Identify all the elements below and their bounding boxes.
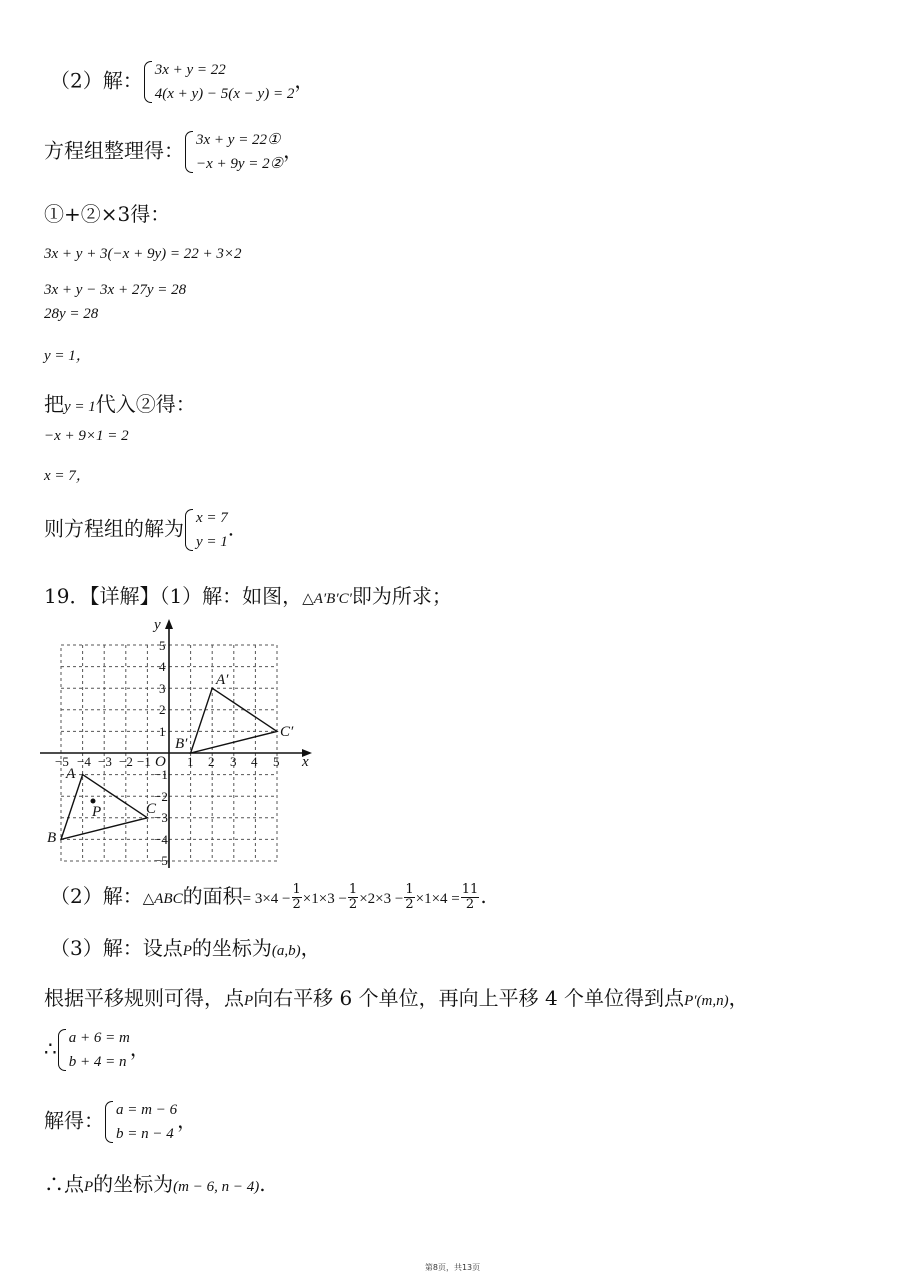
equation-system: 3x + y = 22① −x + 9y = 2② bbox=[184, 128, 283, 176]
equation-system: a = m − 6 b = n − 4 bbox=[104, 1098, 177, 1146]
calc-line-3: 28y = 28 bbox=[44, 306, 99, 322]
fraction: $\frac{1}{2}$ bbox=[348, 882, 358, 912]
x-tick-label: −5 bbox=[55, 754, 69, 769]
calc-line-2: 3x + y − 3x + 27y = 28 bbox=[44, 282, 187, 298]
calc2-line-2: x = 7， bbox=[44, 468, 91, 484]
equation-system: a + 6 = m b + 4 = n bbox=[57, 1026, 130, 1074]
therefore-line: ∴ a + 6 = m b + 4 = n ， bbox=[44, 1026, 150, 1074]
fraction: $\frac{1}{2}$ bbox=[405, 882, 414, 912]
part3-line: （3）解：设点P的坐标为(a,b)， bbox=[50, 936, 321, 960]
y-axis-label: y bbox=[154, 617, 161, 633]
solution-line: 则方程组的解为 x = 7 y = 1 . bbox=[44, 506, 234, 554]
area-line: （2）解：△ABC的面积= 3×4 − $\frac{1}{2}$ ×1×3 − $\frac{1}{2}$ ×2×3 − $\frac{1}{2}$ ×1×4 = $\frac{11}{2}$ . bbox=[50, 882, 487, 912]
x-tick-label: −3 bbox=[98, 754, 112, 769]
solved-line: 解得： a = m − 6 b = n − 4 ， bbox=[44, 1098, 197, 1146]
page-footer: 第8页，共13页 bbox=[424, 1263, 481, 1272]
calc-line-4: y = 1， bbox=[44, 348, 91, 364]
y-tick-label: 4 bbox=[159, 659, 166, 674]
y-tick-label: 1 bbox=[159, 724, 166, 739]
x-tick-label: 2 bbox=[208, 754, 215, 769]
substitute-line: 把y = 1代入②得： bbox=[44, 392, 196, 416]
coordinate-graph bbox=[30, 612, 330, 868]
y-tick-label: −4 bbox=[154, 832, 168, 847]
label-c: C bbox=[146, 801, 157, 817]
arrange-line: 方程组整理得： 3x + y = 22① −x + 9y = 2② ， bbox=[44, 128, 303, 176]
equation-system: 3x + y = 22 4(x + y) − 5(x − y) = 2 bbox=[143, 58, 295, 106]
x-axis-label: x bbox=[302, 754, 309, 770]
step-label: ①+②×3得： bbox=[44, 202, 171, 226]
y-axis-arrow bbox=[165, 619, 173, 629]
x-tick-label: −1 bbox=[137, 754, 151, 769]
x-tick-label: 1 bbox=[187, 754, 194, 769]
y-tick-label: −2 bbox=[154, 789, 168, 804]
point-p bbox=[91, 799, 96, 804]
translate-line: 根据平移规则可得，点P向右平移 6 个单位，再向上平移 4 个单位得到点P′(m,n)， bbox=[44, 986, 749, 1010]
x-tick-label: −4 bbox=[77, 754, 91, 769]
label-c-prime: C′ bbox=[280, 724, 294, 740]
label-b-prime: B′ bbox=[175, 736, 188, 752]
x-tick-label: 5 bbox=[273, 754, 280, 769]
y-tick-label: 5 bbox=[159, 638, 166, 653]
label-b: B bbox=[47, 830, 57, 846]
x-tick-label: 4 bbox=[251, 754, 258, 769]
y-tick-label: 2 bbox=[159, 702, 166, 717]
calc-line-1: 3x + y + 3(−x + 9y) = 22 + 3×2 bbox=[44, 246, 242, 262]
label-a: A bbox=[66, 766, 76, 782]
y-tick-label: −5 bbox=[154, 853, 168, 868]
x-tick-label: −2 bbox=[119, 754, 133, 769]
final-line: ∴点P的坐标为(m − 6, n − 4). bbox=[44, 1172, 266, 1196]
fraction: $\frac{1}{2}$ bbox=[292, 882, 301, 912]
y-tick-label: −1 bbox=[154, 767, 168, 782]
equation-system: x = 7 y = 1 bbox=[184, 506, 228, 554]
fraction: $\frac{11}{2}$ bbox=[461, 882, 479, 912]
label-a-prime: A′ bbox=[216, 672, 229, 688]
origin-label: O bbox=[155, 754, 166, 770]
label-p: P bbox=[92, 804, 102, 820]
calc2-line-1: −x + 9×1 = 2 bbox=[44, 428, 129, 444]
x-tick-label: 3 bbox=[230, 754, 237, 769]
y-tick-label: 3 bbox=[159, 681, 166, 696]
part2-header: （2）解： 3x + y = 22 4(x + y) − 5(x − y) = 2 ， bbox=[50, 58, 314, 106]
q19-line: 19．【详解】（1）解：如图，△A′B′C′即为所求； bbox=[44, 584, 452, 608]
y-tick-label: −3 bbox=[154, 810, 168, 825]
